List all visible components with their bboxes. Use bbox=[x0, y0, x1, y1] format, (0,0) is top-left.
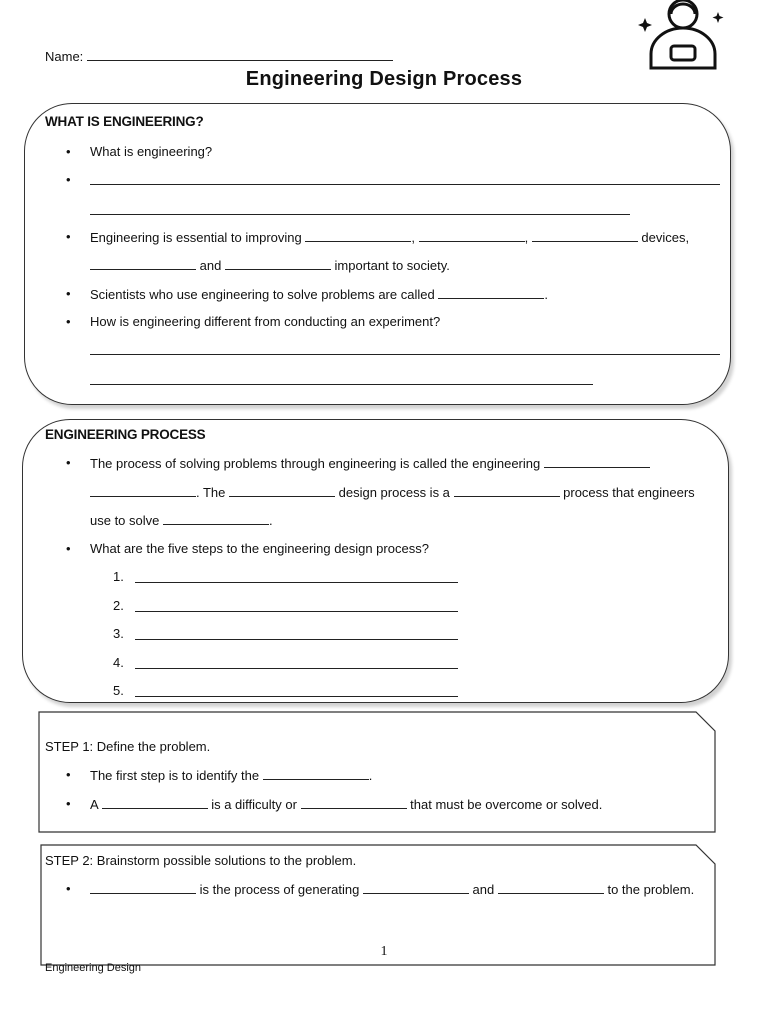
answer-line[interactable] bbox=[90, 340, 720, 355]
bullet: • bbox=[66, 541, 71, 556]
step1-heading: STEP 1: Define the problem. bbox=[45, 739, 211, 754]
blank[interactable] bbox=[229, 484, 335, 497]
bullet: • bbox=[66, 172, 71, 187]
step2-heading: STEP 2: Brainstorm possible solutions to the problem. bbox=[45, 853, 357, 868]
blank[interactable] bbox=[90, 881, 196, 894]
bullet: • bbox=[66, 314, 71, 329]
q-how-different: How is engineering different from conducting an experiment? bbox=[90, 314, 441, 329]
essential-sentence-cont: and important to society. bbox=[90, 257, 450, 273]
process-sentence-cont: . The design process is a process that engineers bbox=[90, 484, 695, 500]
step-number: 1. bbox=[113, 569, 124, 584]
bullet: • bbox=[66, 455, 71, 470]
step-answer-line[interactable] bbox=[135, 597, 458, 612]
answer-line[interactable] bbox=[90, 170, 720, 185]
process-sentence-end: use to solve . bbox=[90, 513, 273, 528]
blank[interactable] bbox=[90, 484, 196, 497]
blank[interactable] bbox=[532, 229, 638, 242]
bullet: • bbox=[66, 796, 71, 811]
step1-bullet1: The first step is to identify the . bbox=[90, 768, 373, 783]
bullet: • bbox=[66, 229, 71, 244]
scientists-sentence: Scientists who use engineering to solve problems are called . bbox=[90, 287, 548, 302]
bullet: • bbox=[66, 144, 71, 159]
page-number: 1 bbox=[380, 944, 388, 959]
step-number: 5. bbox=[113, 683, 124, 698]
bullet: • bbox=[66, 767, 71, 782]
step-number: 4. bbox=[113, 655, 124, 670]
blank[interactable] bbox=[225, 257, 331, 270]
blank[interactable] bbox=[363, 881, 469, 894]
page-title: Engineering Design Process bbox=[245, 68, 523, 90]
answer-line[interactable] bbox=[90, 200, 630, 215]
blank[interactable] bbox=[305, 229, 411, 242]
blank[interactable] bbox=[90, 257, 196, 270]
step1-bullet2: A is a difficulty or that must be overcome or solved. bbox=[90, 797, 603, 812]
footer-text: Engineering Design bbox=[45, 962, 142, 974]
blank[interactable] bbox=[102, 796, 208, 809]
blank[interactable] bbox=[438, 286, 544, 299]
step-answer-line[interactable] bbox=[135, 682, 458, 697]
q-what-is-engineering: What is engineering? bbox=[90, 144, 213, 159]
bullet: • bbox=[66, 286, 71, 301]
essential-sentence: Engineering is essential to improving , , devices, bbox=[90, 230, 690, 245]
step-number: 3. bbox=[113, 626, 124, 641]
blank[interactable] bbox=[544, 455, 650, 468]
q-five-steps: What are the five steps to the engineering design process? bbox=[90, 541, 429, 556]
step-answer-line[interactable] bbox=[135, 568, 458, 583]
astronaut-icon bbox=[638, 0, 724, 72]
bullet: • bbox=[66, 881, 71, 896]
step-number: 2. bbox=[113, 598, 124, 613]
blank[interactable] bbox=[301, 796, 407, 809]
name-label: Name: bbox=[45, 49, 87, 64]
blank[interactable] bbox=[419, 229, 525, 242]
blank[interactable] bbox=[163, 512, 269, 525]
step-answer-line[interactable] bbox=[135, 625, 458, 640]
blank[interactable] bbox=[498, 881, 604, 894]
answer-line[interactable] bbox=[90, 370, 593, 385]
name-blank[interactable] bbox=[87, 48, 393, 61]
blank[interactable] bbox=[263, 767, 369, 780]
step2-bullet1: is the process of generating and to the problem. bbox=[90, 881, 694, 897]
step-answer-line[interactable] bbox=[135, 654, 458, 669]
what-is-engineering-title: WHAT IS ENGINEERING? bbox=[45, 114, 204, 129]
name-field-row bbox=[45, 48, 393, 64]
engineering-process-title: ENGINEERING PROCESS bbox=[45, 427, 206, 442]
process-sentence: The process of solving problems through engineering is called the engineering bbox=[90, 455, 650, 471]
blank[interactable] bbox=[454, 484, 560, 497]
